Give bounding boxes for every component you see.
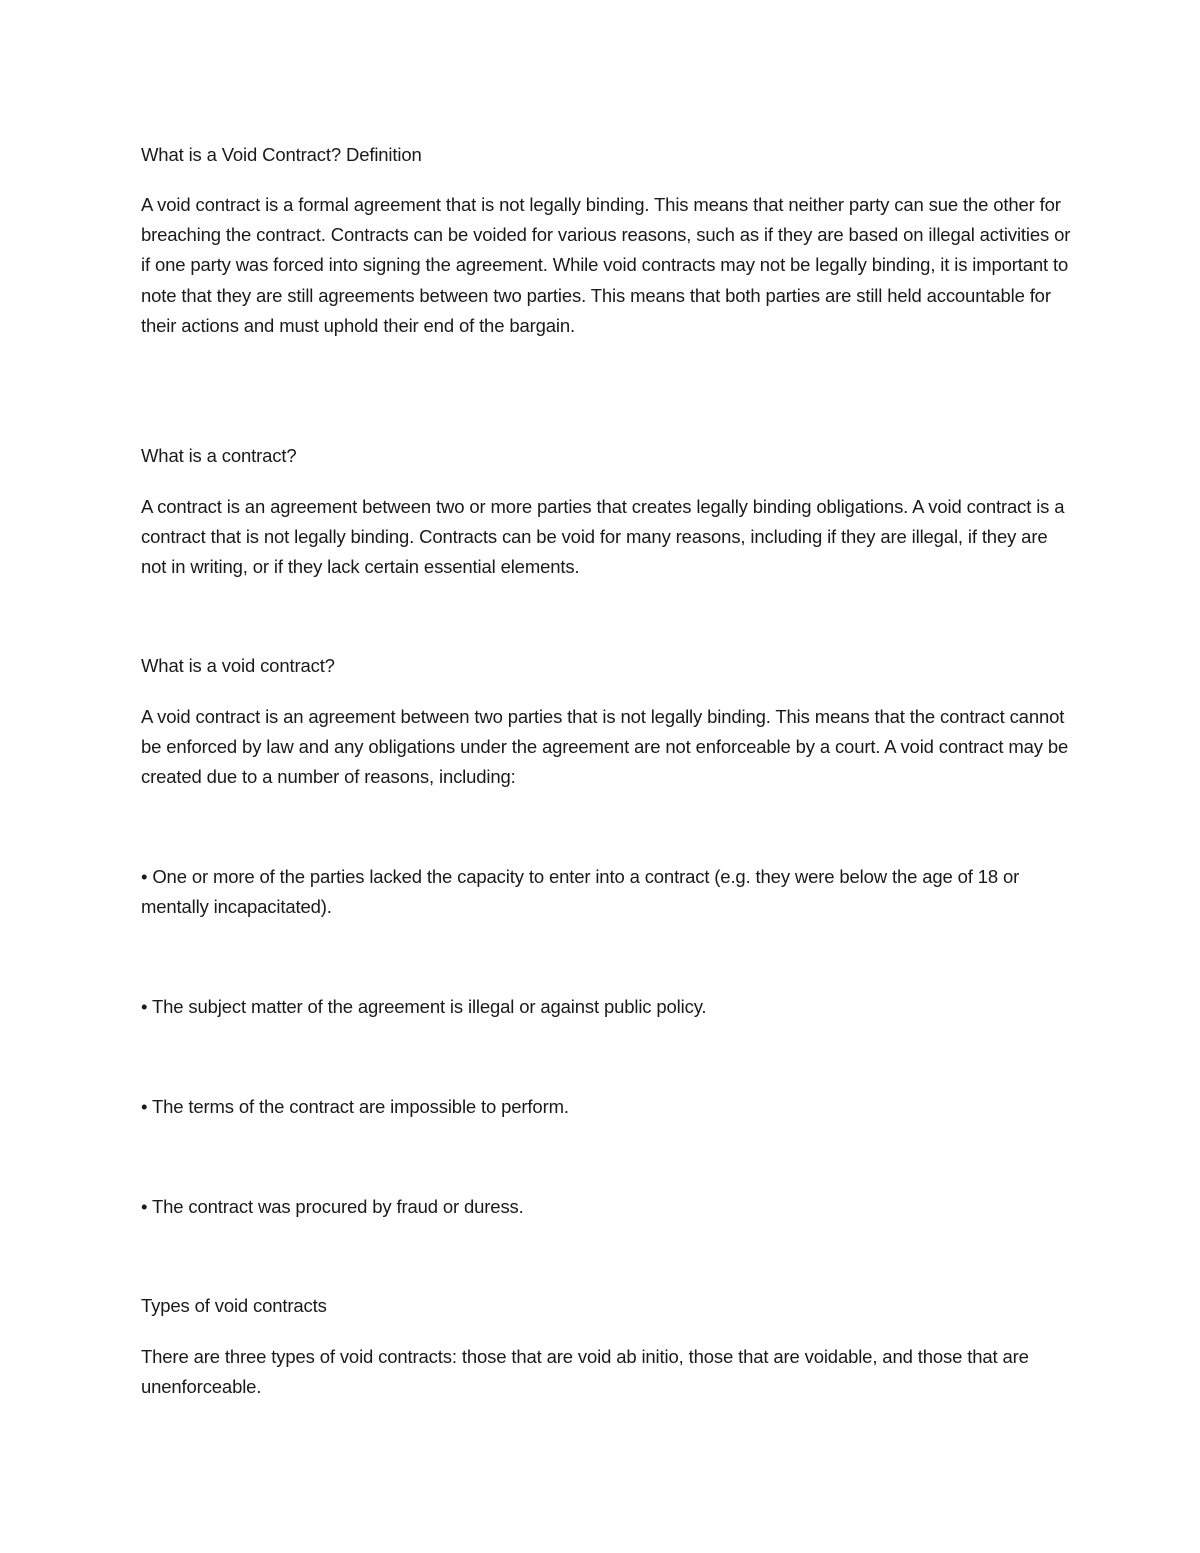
bullet-item: • The terms of the contract are impossible to perform. [141,1096,569,1117]
section-heading: What is a Void Contract? Definition [141,144,422,165]
section-paragraph: There are three types of void contracts: those that are void ab initio, those that are voidable, and those that are unenforceable. [141,1346,1029,1398]
section-heading: What is a void contract? [141,655,335,676]
section-heading: Types of void contracts [141,1295,327,1316]
bullet-item: • One or more of the parties lacked the capacity to enter into a contract (e.g. they were below the age of 18 or mentally incapacitated). [141,866,1020,918]
section-paragraph: A void contract is a formal agreement that is not legally binding. This means that neither party can sue the other for breaching the contract. Contracts can be voided for various reasons, such as if they are based on illegal activities or if one party was forced into signing the agreement. While void contracts may not be legally binding, it is important to note that they are still agreements between two parties. This means that both parties are still held accountable for their actions and must uphold their end of the bargain. [141,194,1071,336]
section-paragraph: A contract is an agreement between two or more parties that creates legally binding obligations. A void contract is a contract that is not legally binding. Contracts can be void for many reasons, including if they are illegal, if they are not in writing, or if they lack certain essential elements. [141,496,1065,578]
section-paragraph: A void contract is an agreement between two parties that is not legally binding. This means that the contract cannot be enforced by law and any obligations under the agreement are not enforceable by a court. A void contract may be created due to a number of reasons, including: [141,706,1069,788]
bullet-item: • The subject matter of the agreement is illegal or against public policy. [141,996,707,1017]
section-heading: What is a contract? [141,445,297,466]
bullet-item: • The contract was procured by fraud or duress. [141,1196,524,1217]
